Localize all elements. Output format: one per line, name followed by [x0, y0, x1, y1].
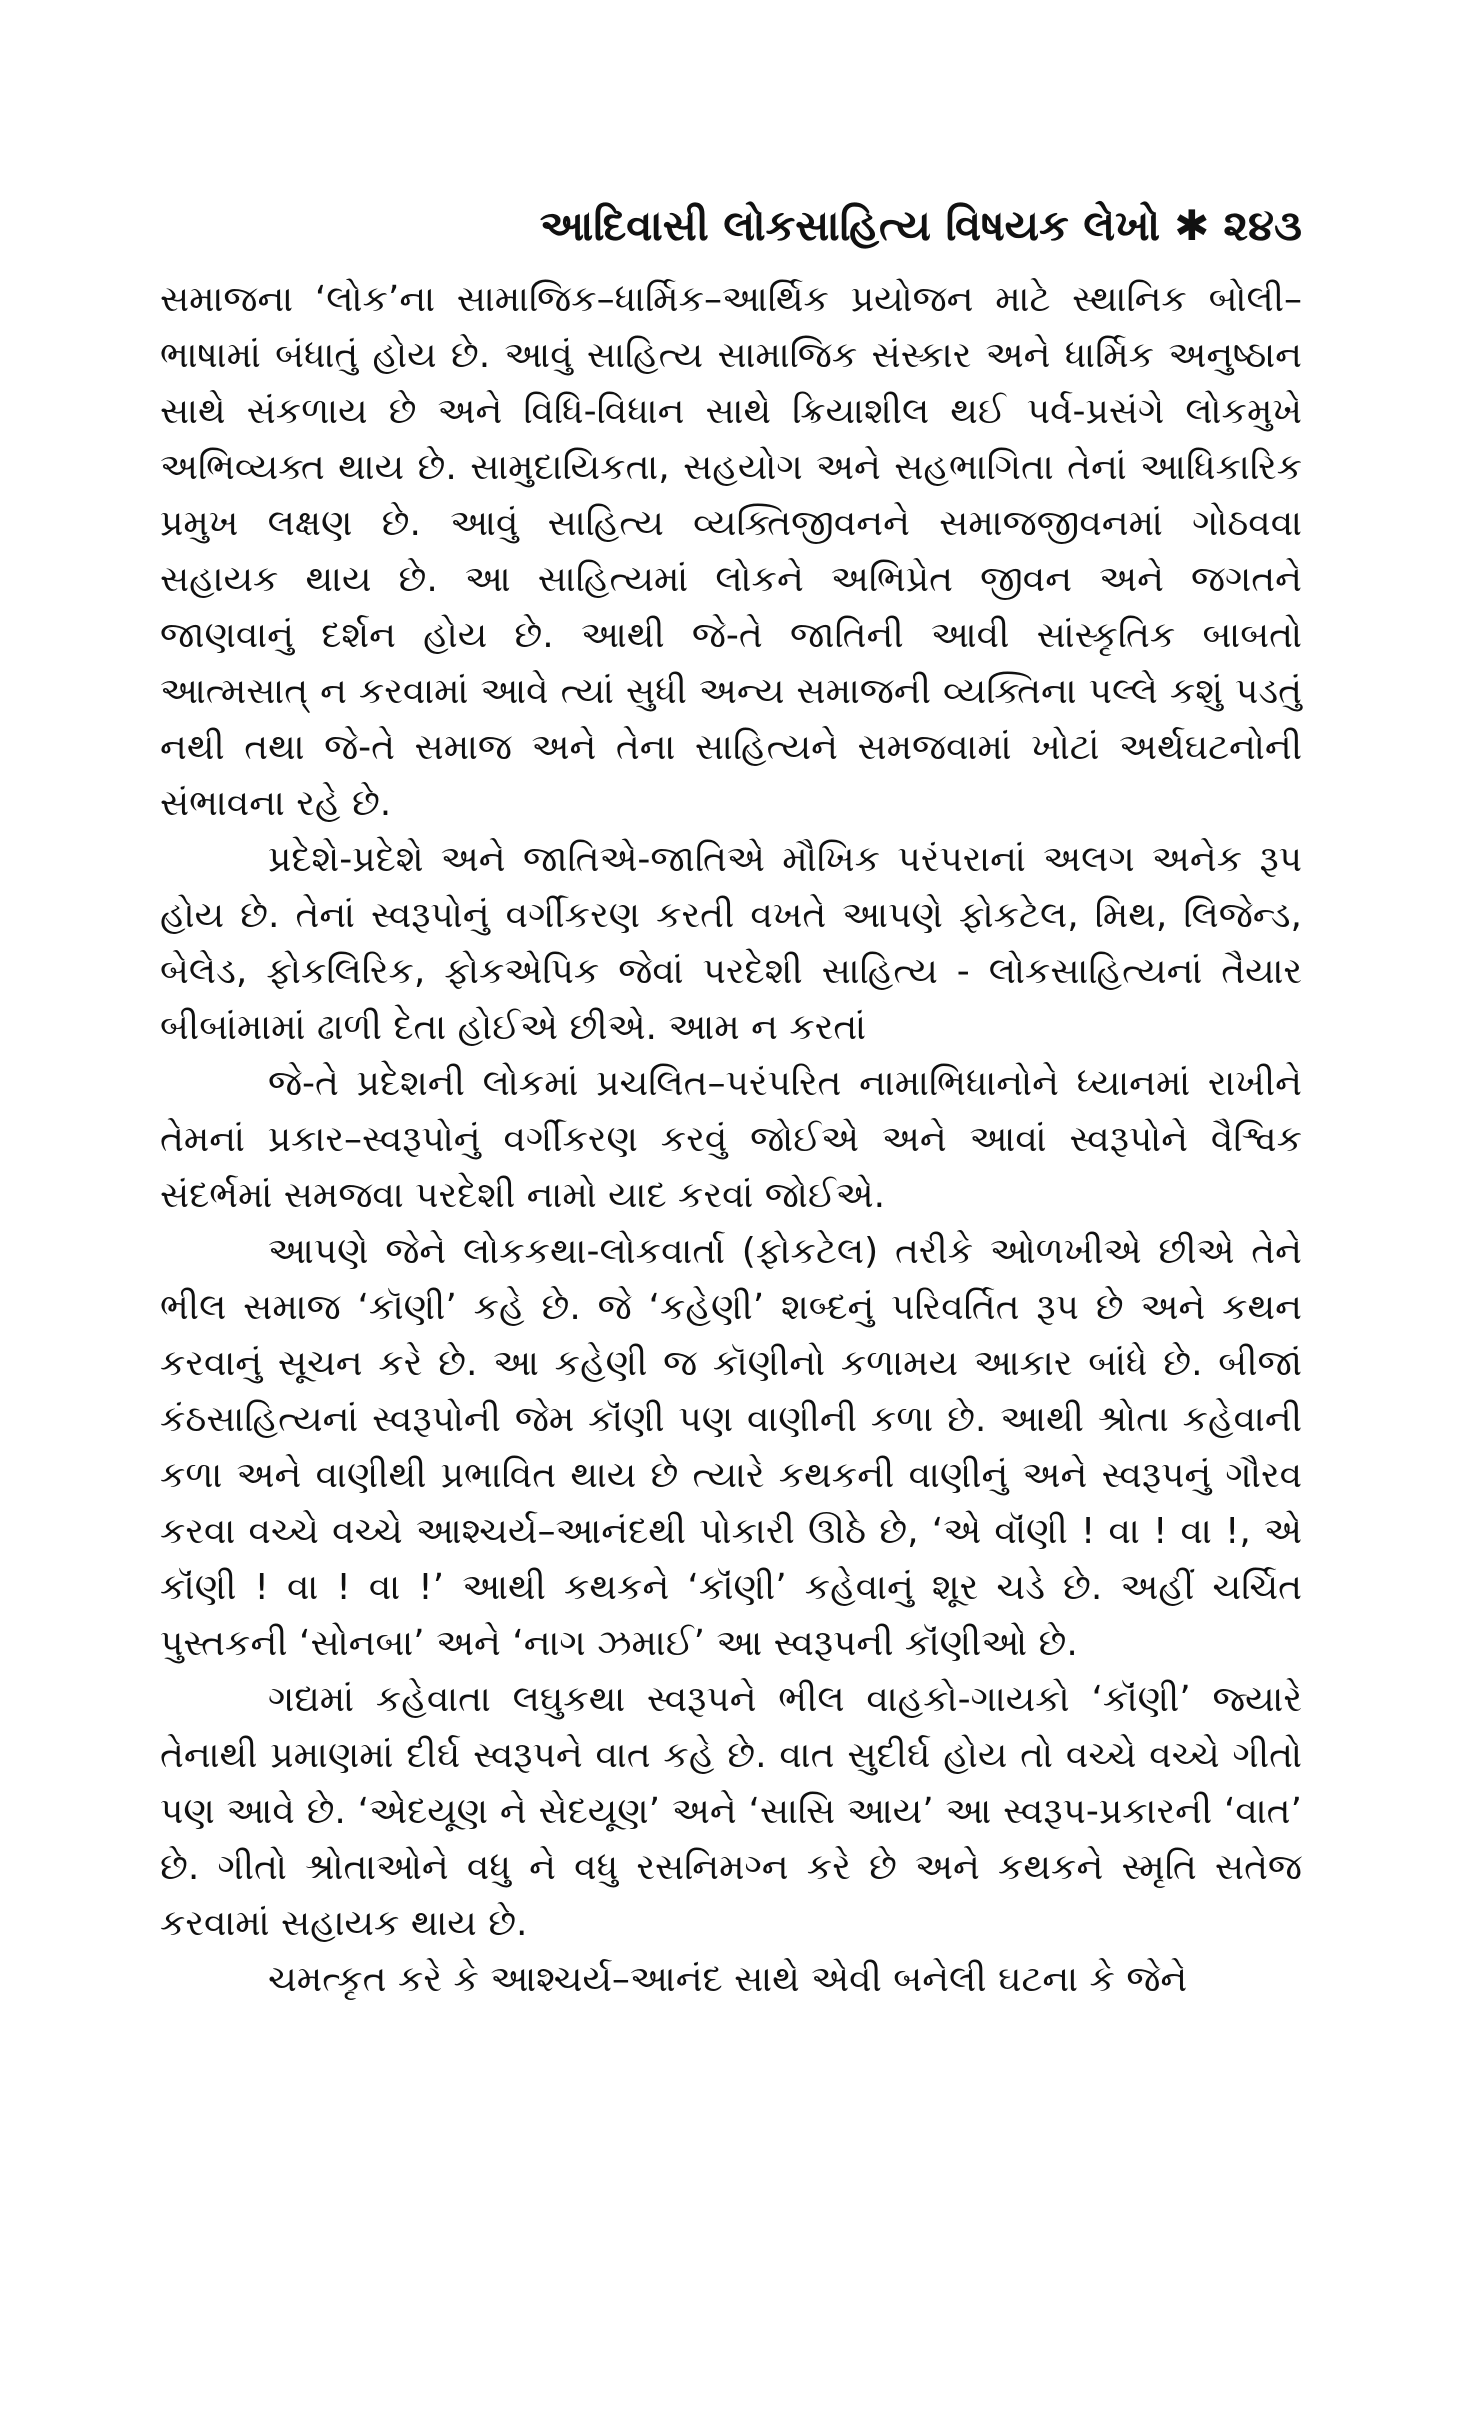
- running-header: [539, 201, 1302, 250]
- header-title: આદિવાસી લોકસાહિત્ય વિષયક લેખો: [539, 201, 1161, 250]
- page-number: ૨૪૩: [1223, 201, 1302, 250]
- paragraph-2: પ્રદેશે-પ્રદેશે અને જાતિએ-જાતિએ મૌખિક પરંપરાનાં અલગ અનેક રૂપ હોય છે. તેનાં સ્વરૂપોનું વર્ગીકરણ કરતી વખતે આપણે ફોકટેલ, મિથ, લિજેન્ડ, બેલેડ, ફોકલિરિક, ફોકએપિક જેવાં પરદેશી સાહિત્ય - લોકસાહિત્યનાં તૈયાર બીબાંમામાં ઢાળી દેતા હોઈએ છીએ. આમ ન કરતાં: [160, 839, 1302, 1048]
- paragraph-6: ચમત્કૃત કરે કે આશ્ચર્ય–આનંદ સાથે એવી બનેલી ઘટના કે જેને: [268, 1959, 1188, 2000]
- paragraph-4: આપણે જેને લોકકથા-લોકવાર્તા (ફોકટેલ) તરીકે ઓળખીએ છીએ તેને ભીલ સમાજ ‘કૉણી’ કહે છે. જે ‘કહેણી’ શબ્દનું પરિવર્તિત રૂપ છે અને કથન કરવાનું સૂચન કરે છે. આ કહેણી જ કૉણીનો કળામય આકાર બાંધે છે. બીજાં કંઠસાહિત્યનાં સ્વરૂપોની જેમ કૉંણી પણ વાણીની કળા છે. આથી શ્રોતા કહેવાની કળા અને વાણીથી પ્રભાવિત થાય છે ત્યારે કથકની વાણીનું અને સ્વરૂપનું ગૌરવ કરવા વચ્ચે વચ્ચે આશ્ચર્ય–આનંદથી પોકારી ઊઠે છે, ‘એ વૉંણી ! વા ! વા !, એ કૉંણી ! વા ! વા !’ આથી કથકને ‘કૉંણી’ કહેવાનું શૂર ચડે છે. અહીં ચર્ચિત પુસ્તકની ‘સોનબા’ અને ‘નાગ ઝમાઈ’ આ સ્વરૂપની કૉંણીઓ છે.: [160, 1231, 1302, 1664]
- paragraph-3: જે-તે પ્રદેશની લોકમાં પ્રચલિત–પરંપરિત નામાભિધાનોને ધ્યાનમાં રાખીને તેમનાં પ્રકાર–સ્વરૂપોનું વર્ગીકરણ કરવું જોઈએ અને આવાં સ્વરૂપોને વૈશ્વિક સંદર્ભમાં સમજવા પરદેશી નામો યાદ કરવાં જોઈએ.: [160, 1063, 1302, 1216]
- paragraph-5: ગદ્યમાં કહેવાતા લઘુકથા સ્વરૂપને ભીલ વાહકો-ગાયકો ‘કૉંણી’ જ્યારે તેનાથી પ્રમાણમાં દીર્ઘ સ્વરૂપને વાત કહે છે. વાત સુદીર્ઘ હોય તો વચ્ચે વચ્ચે ગીતો પણ આવે છે. ‘એદયૂણ ને સેદયૂણ’ અને ‘સાસિ આય’ આ સ્વરૂપ-પ્રકારની ‘વાત’ છે. ગીતો શ્રોતાઓને વધુ ને વધુ રસનિમગ્ન કરે છે અને કથકને સ્મૃતિ સતેજ કરવામાં સહાયક થાય છે.: [160, 1679, 1302, 1944]
- paragraph-1: સમાજના ‘લોક’ના સામાજિક–ધાર્મિક–આર્થિક પ્રયોજન માટે સ્થાનિક બોલી–ભાષામાં બંધાતું હોય છે. આવું સાહિત્ય સામાજિક સંસ્કાર અને ધાર્મિક અનુષ્ઠાન સાથે સંકળાય છે અને વિધિ-વિધાન સાથે ક્રિયાશીલ થઈ પર્વ-પ્રસંગે લોકમુખે અભિવ્યક્ત થાય છે. સામુદાયિકતા, સહયોગ અને સહભાગિતા તેનાં આધિકારિક પ્રમુખ લક્ષણ છે. આવું સાહિત્ય વ્યક્તિજીવનને સમાજજીવનમાં ગોઠવવા સહાયક થાય છે. આ સાહિત્યમાં લોકને અભિપ્રેત જીવન અને જગતને જાણવાનું દર્શન હોય છે. આથી જે-તે જાતિની આવી સાંસ્કૃતિક બાબતો આત્મસાત્ ન કરવામાં આવે ત્યાં સુધી અન્ય સમાજની વ્યક્તિના પલ્લે કશું પડતું નથી તથા જે-તે સમાજ અને તેના સાહિત્યને સમજવામાં ખોટાં અર્થઘટનોની સંભાવના રહે છે.: [160, 279, 1302, 824]
- body-text: [160, 272, 1302, 2008]
- asterisk-separator-icon: ✱: [1174, 201, 1210, 250]
